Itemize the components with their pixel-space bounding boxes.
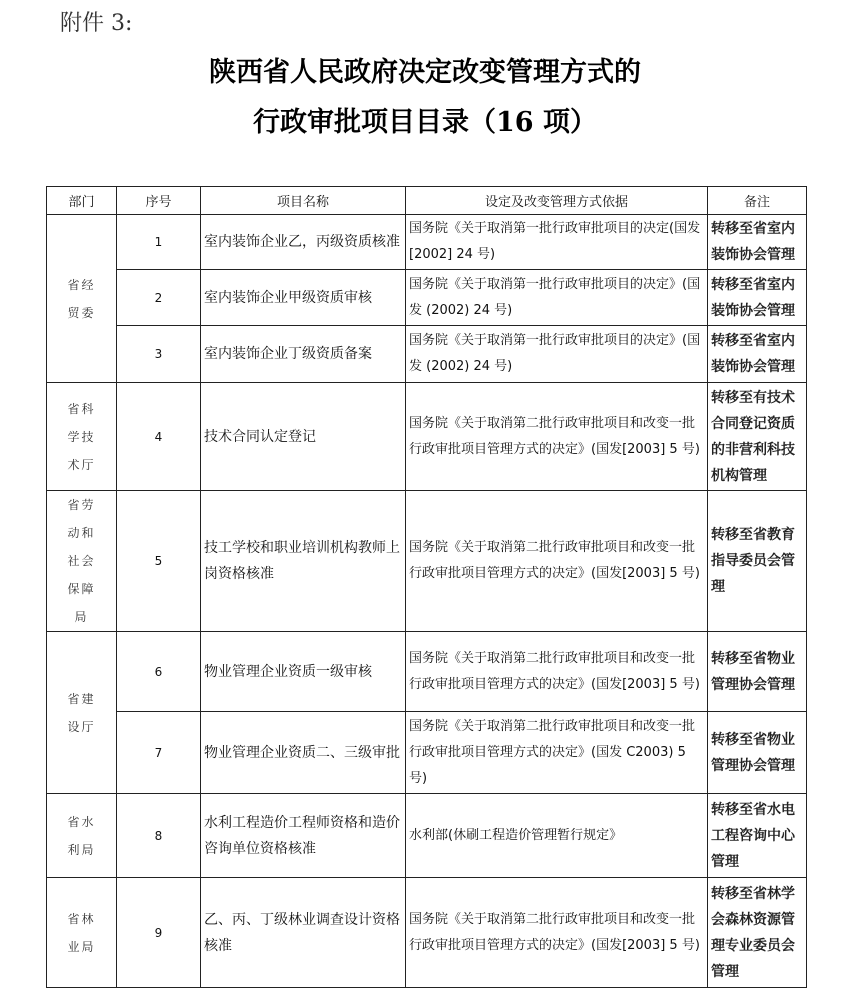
document-title-line-2: 行政审批项目目录（16 项） xyxy=(253,107,597,138)
sequence-cell: 6 xyxy=(117,632,201,712)
remarks-cell: 转移至省水电工程咨询中心管理 xyxy=(708,794,807,878)
table-row xyxy=(47,215,807,270)
sequence-cell: 7 xyxy=(117,712,201,794)
item-name-cell: 室内装饰企业甲级资质审核 xyxy=(201,270,406,326)
document-title-line-1: 陕西省人民政府决定改变管理方式的 xyxy=(209,57,641,88)
remarks-cell: 转移至省室内装饰协会管理 xyxy=(708,326,807,383)
header-item-name: 项目名称 xyxy=(201,187,406,215)
basis-cell: 国务院《关于取消第一批行政审批项目的决定》(国发 (2002) 24 号) xyxy=(406,326,708,383)
table-row xyxy=(47,491,807,632)
department-cell: 省科学技术厅 xyxy=(47,383,117,491)
remarks-cell: 转移至省室内装饰协会管理 xyxy=(708,215,807,270)
remarks-cell: 转移至省教育指导委员会管理 xyxy=(708,491,807,632)
header-department: 部门 xyxy=(47,187,117,215)
item-name-cell: 物业管理企业资质二、三级审批 xyxy=(201,712,406,794)
header-sequence: 序号 xyxy=(117,187,201,215)
basis-cell: 国务院《关于取消第一批行政审批项目的决定(国发[2002] 24 号) xyxy=(406,215,708,270)
sequence-cell: 2 xyxy=(117,270,201,326)
basis-cell: 国务院《关于取消第二批行政审批项目和改变一批行政审批项目管理方式的决定》(国发[2003] 5 号) xyxy=(406,383,708,491)
sequence-cell: 1 xyxy=(117,215,201,270)
table-header-row xyxy=(47,187,807,215)
table-row xyxy=(47,326,807,383)
table-row xyxy=(47,878,807,988)
table-row xyxy=(47,270,807,326)
item-name-cell: 技工学校和职业培训机构教师上岗资格核准 xyxy=(201,491,406,632)
basis-cell: 国务院《关于取消第二批行政审批项目和改变一批行政审批项目管理方式的决定》(国发[2003] 5 号) xyxy=(406,491,708,632)
table-row xyxy=(47,794,807,878)
item-name-cell: 室内装饰企业乙，丙级资质核准 xyxy=(201,215,406,270)
header-remarks: 备注 xyxy=(708,187,807,215)
sequence-cell: 4 xyxy=(117,383,201,491)
approval-items-table xyxy=(46,186,807,988)
item-name-cell: 室内装饰企业丁级资质备案 xyxy=(201,326,406,383)
basis-cell: 水利部(休刷工程造价管理暂行规定》 xyxy=(406,794,708,878)
item-name-cell: 技术合同认定登记 xyxy=(201,383,406,491)
remarks-cell: 转移至省室内装饰协会管理 xyxy=(708,270,807,326)
basis-cell: 国务院《关于取消第二批行政审批项目和改变一批行政审批项目管理方式的决定》(国发 C2003) 5 号) xyxy=(406,712,708,794)
basis-cell: 国务院《关于取消第二批行政审批项目和改变一批行政审批项目管理方式的决定》(国发[2003] 5 号) xyxy=(406,878,708,988)
remarks-cell: 转移至有技术合同登记资质的非营利科技机构管理 xyxy=(708,383,807,491)
basis-cell: 国务院《关于取消第一批行政审批项目的决定》(国发 (2002) 24 号) xyxy=(406,270,708,326)
attachment-label: 附件 3: xyxy=(60,11,133,36)
department-cell: 省水利局 xyxy=(47,794,117,878)
basis-cell: 国务院《关于取消第二批行政审批项目和改变一批行政审批项目管理方式的决定》(国发[2003] 5 号) xyxy=(406,632,708,712)
table-row xyxy=(47,712,807,794)
header-basis: 设定及改变管理方式依据 xyxy=(406,187,708,215)
table-row xyxy=(47,383,807,491)
sequence-cell: 5 xyxy=(117,491,201,632)
remarks-cell: 转移至省林学会森林资源管理专业委员会管理 xyxy=(708,878,807,988)
department-cell: 省劳动和社会保障局 xyxy=(47,491,117,632)
table-row xyxy=(47,632,807,712)
sequence-cell: 9 xyxy=(117,878,201,988)
item-name-cell: 乙、丙、丁级林业调查设计资格核准 xyxy=(201,878,406,988)
item-name-cell: 水利工程造价工程师资格和造价咨询单位资格核准 xyxy=(201,794,406,878)
sequence-cell: 3 xyxy=(117,326,201,383)
item-name-cell: 物业管理企业资质一级审核 xyxy=(201,632,406,712)
remarks-cell: 转移至省物业管理协会管理 xyxy=(708,712,807,794)
department-cell: 省林业局 xyxy=(47,878,117,988)
department-cell: 省建设厅 xyxy=(47,632,117,794)
department-cell: 省经贸委 xyxy=(47,215,117,383)
remarks-cell: 转移至省物业管理协会管理 xyxy=(708,632,807,712)
sequence-cell: 8 xyxy=(117,794,201,878)
